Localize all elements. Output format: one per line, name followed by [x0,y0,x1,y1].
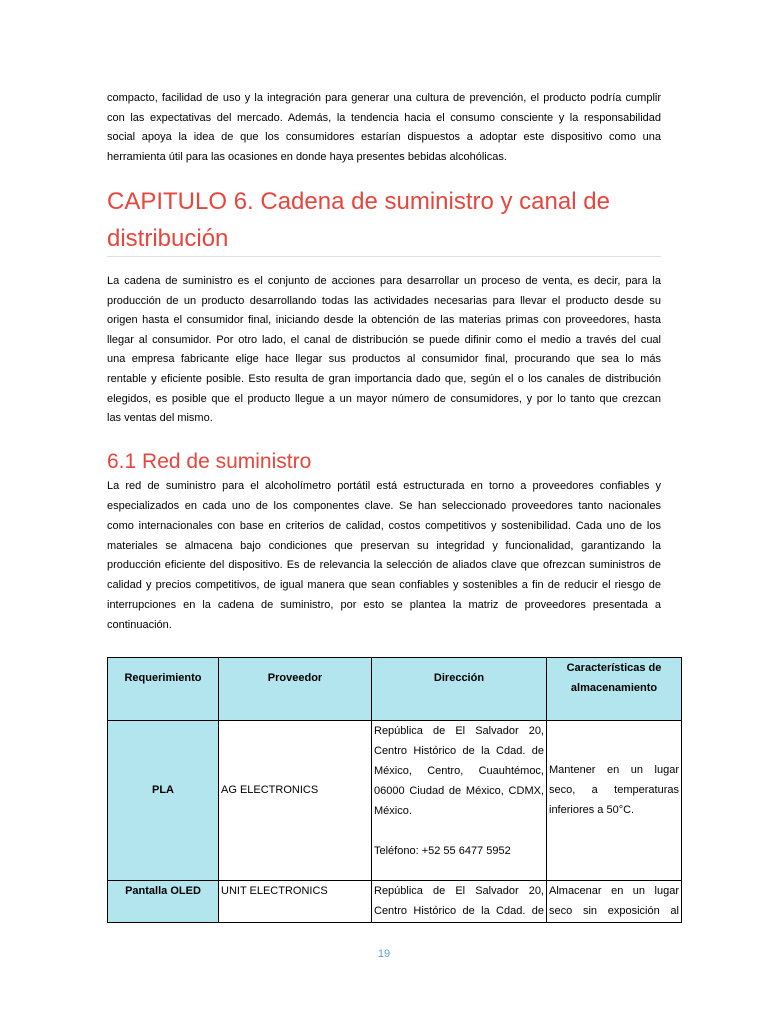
phone-line: Teléfono: +52 55 6477 5952 [374,845,511,857]
paragraph-line: compacto, facilidad de uso y la integración para generar una cultura de prevención, el producto podría cumplir [107,92,661,104]
paragraph-line: continuación. [107,618,172,631]
requirement-cell: Pantalla OLED [108,881,219,923]
paragraph-line: herramienta útil para las ocasiones en donde haya presentes bebidas alcohólicas. [107,151,507,164]
storage-line: Mantener en un lugar [549,763,679,776]
paragraph-line: elegidos, es posible que el producto llegue a un mayor número de consumidores, y por lo tanto que crezcan [107,392,661,405]
paragraph-line: producción de un producto desarrollando todas las actividades necesarias para llevar el producto desde su [107,294,661,307]
column-header-address: Dirección [372,658,547,721]
column-header-storage: Características de almacenamiento [547,658,682,721]
paragraph-line: como internacionales con base en criterios de calidad, costos competitivos y sostenibilidad. Cada uno de los [107,519,661,532]
chapter-heading [107,183,667,257]
table-head [108,658,682,721]
chapter-heading-line: CAPITULO 6. Cadena de suministro y canal de [107,188,610,215]
paragraph-line: calidad y precios competitivos, de igual manera que sean confiables y sostenibles a fin de reducir el riesgo de [107,579,661,592]
table-row [108,881,682,923]
heading-divider [107,256,661,257]
paragraph-line: llegar al consumidor. Por otro lado, el canal de distribución se puede difinir como el medio a través del cual [107,333,661,346]
paragraph-line: una empresa fabricante elige hace llegar sus productos al consumidor final, procurando que sea lo más [107,353,661,366]
paragraph-line: origen hasta el consumidor final, iniciando desde la obtención de las materias primas con proveedores, hasta [107,314,661,327]
paragraph-line: las ventas del mismo. [107,412,213,425]
address-line: Centro Histórico de la Cdad. de [374,745,544,757]
paragraph-line: especializados en cada uno de los componentes clave. Se han seleccionado proveedores tanto nacionales [107,499,661,512]
chapter-heading-line: distribución [107,225,229,252]
intro-paragraph [107,89,661,168]
address-line: México. [374,805,412,817]
supplier-cell: AG ELECTRONICS [219,721,372,881]
table-row [108,721,682,881]
address-line: República de El Salvador 20, [374,725,544,737]
page-number: 19 [377,948,391,960]
paragraph-line: materiales se almacena bajo condiciones que preservan su integridad y funcionalidad, garantizando la [107,539,661,552]
paragraph-line: rentable y eficiente posible. Esto resulta de gran importancia dado que, según el o los canales de distribución [107,372,661,385]
section-paragraph [107,477,661,636]
paragraph-line: La red de suministro para el alcoholímetro portátil está estructurada en torno a proveedores confiables y [107,480,661,492]
column-header-requirement: Requerimiento [108,658,219,721]
paragraph-line: La cadena de suministro es el conjunto de acciones para desarrollar un proceso de venta, es decir, para la [107,275,661,287]
storage-line: seco sin exposición al [549,905,679,917]
address-line: República de El Salvador 20, [374,885,544,897]
address-line: Centro Histórico de la Cdad. de [374,905,544,917]
storage-cell [547,721,682,881]
paragraph-line: interrupciones en la cadena de suministro, por esto se plantea la matriz de proveedores presentada a [107,599,661,612]
supplier-matrix-table [107,657,682,923]
supplier-cell: UNIT ELECTRONICS [219,881,372,923]
address-cell [372,881,547,923]
address-line: 06000 Ciudad de México, CDMX, [374,785,544,797]
paragraph-line: social apoya la idea de que los consumidores estarían dispuestos a adoptar este dispositivo como una [107,131,661,144]
chapter-paragraph [107,272,661,429]
paragraph-line: con las expectativas del mercado. Además, la tendencia hacia el consumo consciente y la responsabilidad [107,111,661,124]
storage-line: seco, a temperaturas [549,783,679,796]
storage-line: inferiores a 50°C. [549,803,635,816]
table-header-row [108,658,682,721]
column-header-supplier: Proveedor [219,658,372,721]
address-cell [372,721,547,881]
requirement-cell: PLA [108,721,219,881]
paragraph-line: producción eficiente del dispositivo. Es de relevancia la selección de aliados clave que ofrezcan suministros de [107,559,661,572]
section-heading: 6.1 Red de suministro [107,450,312,473]
storage-line: Almacenar en un lugar [549,885,679,897]
storage-cell [547,881,682,923]
blank-line [374,821,544,841]
table-body [108,721,682,923]
address-line: México, Centro, Cuauhtémoc, [374,765,544,777]
